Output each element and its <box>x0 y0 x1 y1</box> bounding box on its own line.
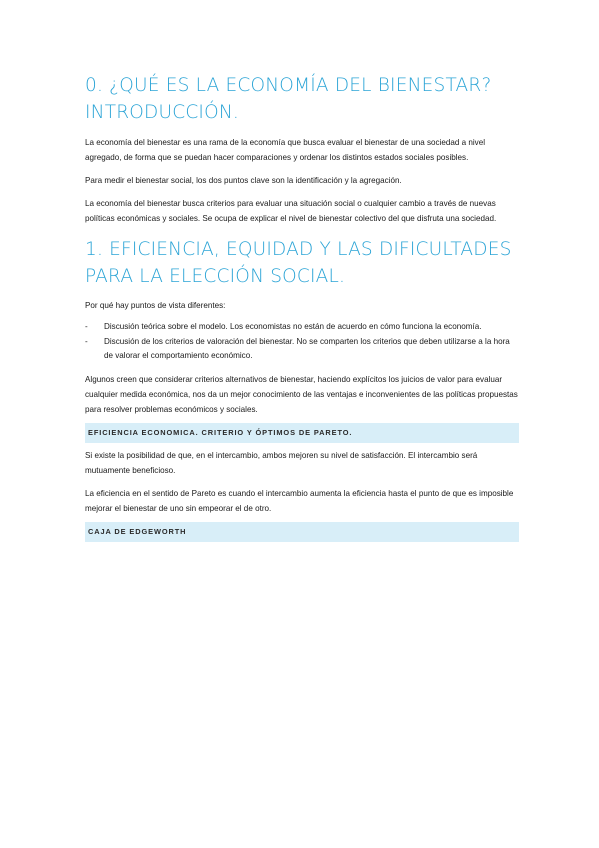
section-1-heading-line2: PARA LA ELECCIÓN SOCIAL. <box>85 266 346 287</box>
section-0-heading-line2: INTRODUCCIÓN. <box>85 102 239 123</box>
section-0-heading <box>85 72 519 126</box>
section-1-paragraph: Algunos creen que considerar criterios alternativos de bienestar, haciendo explícitos los juicios de valor para evaluar cualquier medida económica, nos da un mejor conocimiento de las ventajas e inconvenientes de las políticas propuestas para resolver problemas económicos y sociales. <box>85 374 518 414</box>
section-1-intro: Por qué hay puntos de vista diferentes: <box>85 301 226 310</box>
section-0-paragraph-1: La economía del bienestar es una rama de la economía que busca evaluar el bienestar de una sociedad a nivel agregado, de forma que se puedan hacer comparaciones y ordenar los distintos estados sociales posibles. <box>85 138 486 162</box>
section-1-bullet-list <box>85 320 519 364</box>
bullet-text: Discusión de los criterios de valoración del bienestar. No se comparten los criterios que deben utilizarse a la hora de valorar el comportamiento económico. <box>104 336 510 360</box>
section-1-heading-line1: 1. EFICIENCIA, EQUIDAD Y LAS DIFICULTADES <box>85 239 512 260</box>
bullet-marker: - <box>85 322 88 331</box>
bullet-marker: - <box>85 336 88 346</box>
page-content <box>85 72 519 542</box>
edgeworth-subheading: CAJA DE EDGEWORTH <box>85 522 519 542</box>
list-item <box>85 320 519 335</box>
section-0-paragraph-2: Para medir el bienestar social, los dos puntos clave son la identificación y la agregación. <box>85 176 402 185</box>
section-1-heading <box>85 236 519 290</box>
pareto-paragraph-2: La eficiencia en el sentido de Pareto es cuando el intercambio aumenta la eficiencia hasta el punto de que es imposible mejorar el bienestar de uno sin empeorar el de otro. <box>85 488 514 513</box>
pareto-paragraph-1: Si existe la posibilidad de que, en el intercambio, ambos mejoren su nivel de satisfacción. El intercambio será mutuamente beneficioso. <box>85 450 478 475</box>
pareto-subheading: EFICIENCIA ECONOMICA. CRITERIO Y ÓPTIMOS DE PARETO. <box>85 423 519 443</box>
section-0-heading-line1: 0. ¿QUÉ ES LA ECONOMÍA DEL BIENESTAR? <box>85 75 492 96</box>
bullet-text: Discusión teórica sobre el modelo. Los economistas no están de acuerdo en cómo funciona la economía. <box>104 322 482 331</box>
section-0-paragraph-3: La economía del bienestar busca criterios para evaluar una situación social o cualquier cambio a través de nuevas políticas económicas y sociales. Se ocupa de explicar el nivel de bienestar colectivo del que disfruta una sociedad. <box>85 199 497 223</box>
list-item <box>85 335 519 364</box>
